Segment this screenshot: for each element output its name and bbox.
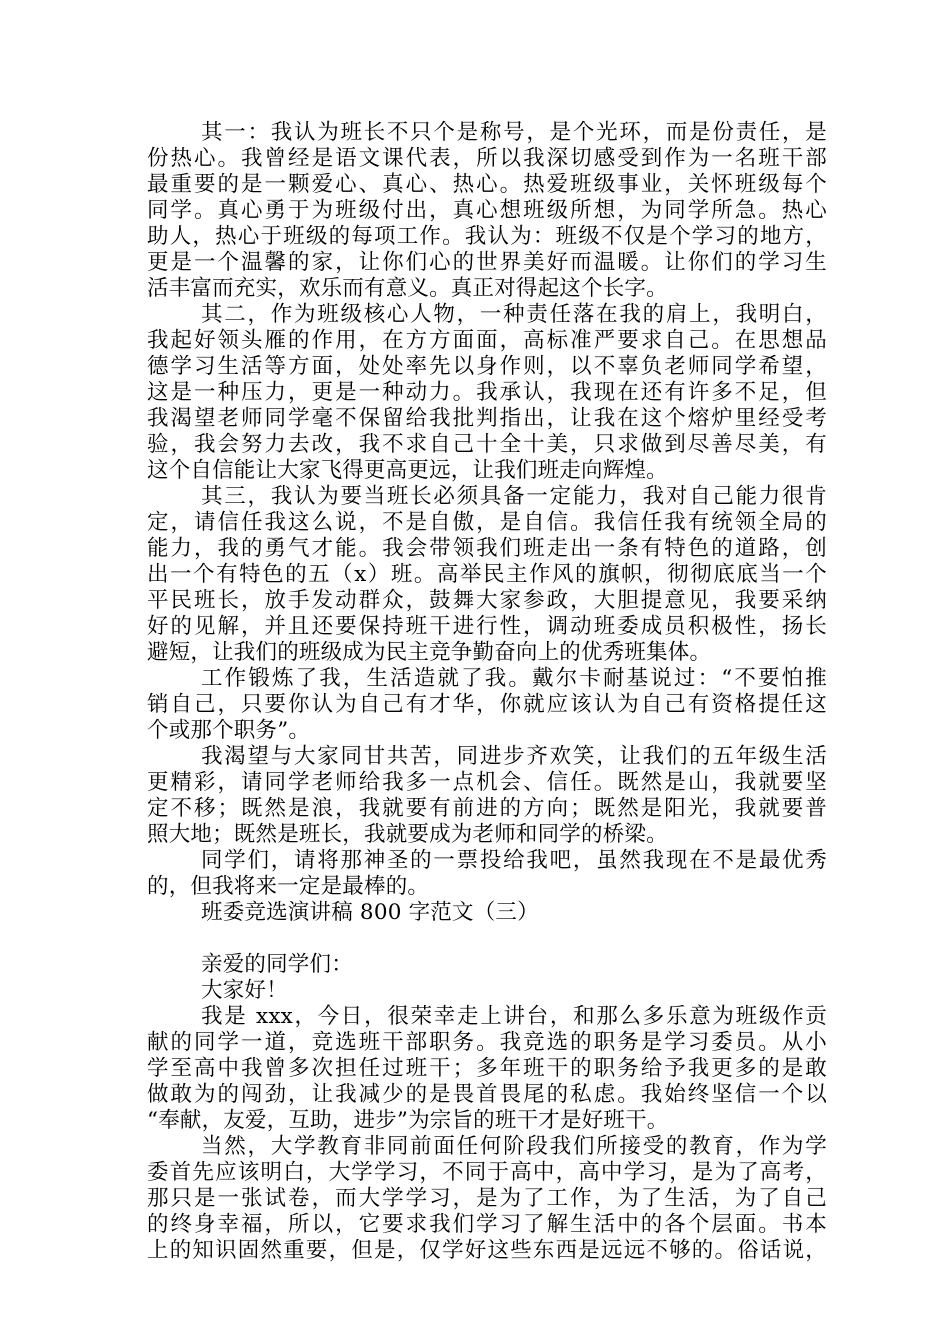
text-line: 那只是一张试卷，而大学学习，是为了工作，为了生活，为了自己	[147, 1186, 827, 1211]
text-line: 验，我会努力去改，我不求自己十全十美，只求做到尽善尽美，有	[147, 432, 827, 457]
text-line: 工作锻炼了我，生活造就了我。戴尔卡耐基说过：“不要怕推	[201, 666, 827, 691]
text-line: 出一个有特色的五（x）班。高举民主作风的旗帜，彻彻底底当一个	[147, 562, 827, 587]
text-line: 避短，让我们的班级成为民主竞争勤奋向上的优秀班集体。	[147, 640, 712, 665]
text-line: 同学。真心勇于为班级付出，真心想班级所想，为同学所急。热心	[147, 198, 827, 223]
document-body	[147, 120, 827, 1264]
text-line: 当然，大学教育非同前面任何阶段我们所接受的教育，作为学	[201, 1134, 827, 1159]
text-line: 最重要的是一颗爱心、真心、热心。热爱班级事业，关怀班级每个	[147, 172, 827, 197]
text-line: 亲爱的同学们：	[201, 952, 353, 977]
text-line: 班委竞选演讲稿 800 字范文（三）	[201, 900, 539, 925]
text-line: 我渴望老师同学毫不保留给我批判指出，让我在这个熔炉里经受考	[147, 406, 827, 431]
text-line: 的，但我将来一定是最棒的。	[147, 874, 430, 899]
text-line: 照大地；既然是班长，我就要成为老师和同学的桥梁。	[147, 822, 668, 847]
text-line: 我渴望与大家同甘共苦，同进步齐欢笑，让我们的五年级生活	[201, 744, 827, 769]
text-line: 我是 xxx，今日，很荣幸走上讲台，和那么多乐意为班级作贡	[201, 1004, 827, 1029]
text-line: 个或那个职务”。	[147, 718, 311, 743]
text-line: 销自己，只要你认为自己有才华，你就应该认为自己有资格提任这	[147, 692, 827, 717]
text-line: 这是一种压力，更是一种动力。我承认，我现在还有许多不足，但	[147, 380, 827, 405]
text-line: “奉献，友爱，互助，进步”为宗旨的班干才是好班干。	[147, 1108, 669, 1133]
text-line: 更是一个温馨的家，让你们心的世界美好而温暖。让你们的学习生	[147, 250, 827, 275]
text-line: 我起好领头雁的作用，在方方面面，高标准严要求自己。在思想品	[147, 328, 827, 353]
text-line: 平民班长，放手发动群众，鼓舞大家参政，大胆提意见，我要采纳	[147, 588, 827, 613]
text-line: 活丰富而充实，欢乐而有意义。真正对得起这个长字。	[147, 276, 668, 301]
text-line: 其一：我认为班长不只个是称号，是个光环，而是份责任，是	[201, 120, 827, 145]
text-line: 其三，我认为要当班长必须具备一定能力，我对自己能力很肯	[201, 484, 827, 509]
text-line: 大家好！	[201, 978, 288, 1003]
text-line: 学至高中我曾多次担任过班干；多年班干的职务给予我更多的是敢	[147, 1056, 827, 1081]
text-line: 更精彩，请同学老师给我多一点机会、信任。既然是山，我就要坚	[147, 770, 827, 795]
text-line: 的终身幸福，所以，它要求我们学习了解生活中的各个层面。书本	[147, 1212, 827, 1237]
text-line: 定，请信任我这么说，不是自傲，是自信。我信任我有统领全局的	[147, 510, 827, 535]
text-line: 同学们，请将那神圣的一票投给我吧，虽然我现在不是最优秀	[201, 848, 827, 873]
text-line: 德学习生活等方面，处处率先以身作则，以不辜负老师同学希望，	[147, 354, 827, 379]
text-line: 其二，作为班级核心人物，一种责任落在我的肩上，我明白，	[201, 302, 827, 327]
text-line: 定不移；既然是浪，我就要有前进的方向；既然是阳光，我就要普	[147, 796, 827, 821]
text-line: 能力，我的勇气才能。我会带领我们班走出一条有特色的道路，创	[147, 536, 827, 561]
text-line: 委首先应该明白，大学学习，不同于高中，高中学习，是为了高考，	[147, 1160, 827, 1185]
text-line: 好的见解，并且还要保持班干进行性，调动班委成员积极性，扬长	[147, 614, 827, 639]
text-line	[147, 926, 827, 952]
text-line: 份热心。我曾经是语文课代表，所以我深切感受到作为一名班干部	[147, 146, 827, 171]
text-line: 上的知识固然重要，但是，仅学好这些东西是远远不够的。俗话说，	[147, 1238, 827, 1263]
text-line: 献的同学一道，竞选班干部职务。我竞选的职务是学习委员。从小	[147, 1030, 827, 1055]
text-line: 做敢为的闯劲，让我减少的是畏首畏尾的私虑。我始终坚信一个以	[147, 1082, 827, 1107]
text-line: 助人，热心于班级的每项工作。我认为：班级不仅是个学习的地方，	[147, 224, 827, 249]
text-line: 这个自信能让大家飞得更高更远，让我们班走向辉煌。	[147, 458, 668, 483]
